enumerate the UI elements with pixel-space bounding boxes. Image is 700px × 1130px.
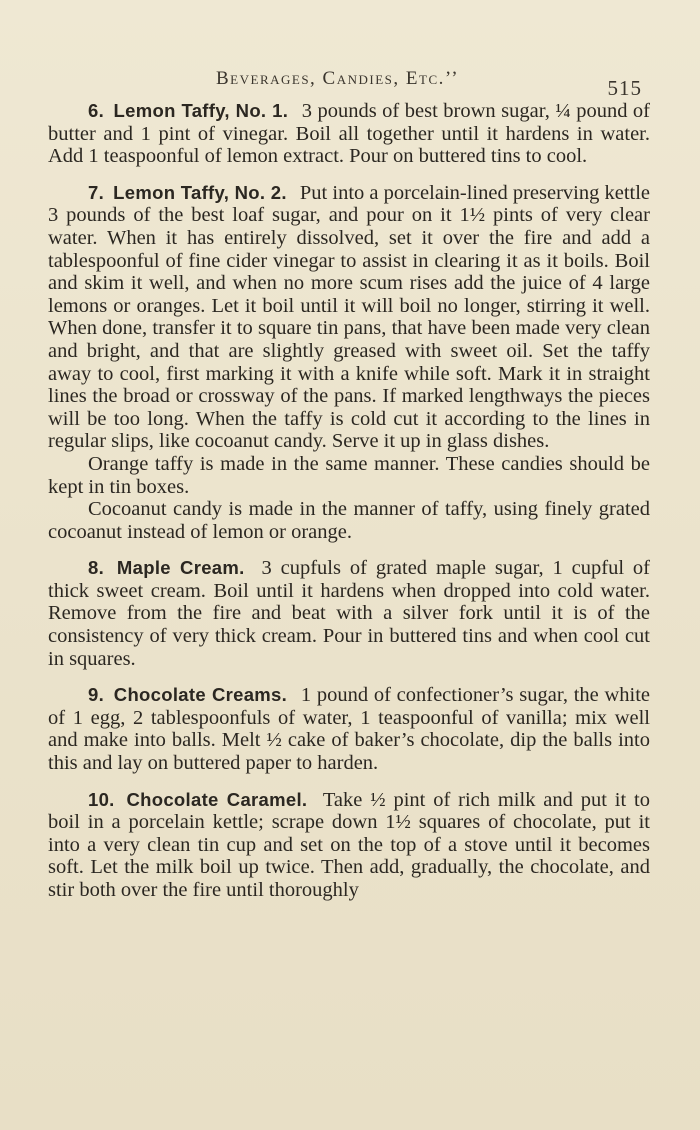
page-number: 515 <box>607 76 642 100</box>
page-content <box>48 100 650 916</box>
recipe-title: Lemon Taffy, No. 1. <box>113 100 289 121</box>
recipe-body: 1 pound of confectioner’s sugar, the white of 1 egg, 2 tablespoonfuls of water, 1 teaspoonful of vanilla; mix well and make into balls. Melt ½ cake of baker’s chocolate, dip the balls into this and lay on buttered paper to harden. <box>48 684 651 775</box>
recipe-number: 7. <box>88 181 105 203</box>
recipe-10 <box>48 789 650 902</box>
recipe-7-note-cocoanut: Cocoanut candy is made in the manner of taffy, using finely grated cocoanut instead of lemon or orange. <box>48 498 650 543</box>
recipe-title: Lemon Taffy, No. 2. <box>113 181 287 203</box>
recipe-8 <box>48 557 650 670</box>
recipe-body: Put into a porcelain-lined preserving kettle 3 pounds of the best loaf sugar, and pour on it 1½ pints of very clear water. When it has entirely dissolved, set it over the fire and add a tablespoonful of fine cider vinegar to assist in clearing it as it boils. Boil and skim it well, and when no more scum rises add the juice of 4 large lemons or oranges. Let it boil until it will boil no longer, stirring it well. When done, transfer it to square tin pans, that have been made very clean and bright, and that are slightly greased with sweet oil. Set the taffy away to cool, first marking it with a knife while soft. Mark it in straight lines the broad or crossway of the pans. If marked lengthways the pieces will be too long. When the taffy is cold cut it according to the lines in regular slips, like cocoanut candy. Serve it up in glass dishes. <box>48 181 651 453</box>
recipe-number: 6. <box>88 100 105 121</box>
recipe-title: Chocolate Caramel. <box>126 788 308 810</box>
recipe-title: Maple Cream. <box>116 557 245 579</box>
recipe-9 <box>48 684 650 774</box>
running-head: Beverages, Candies, Etc.’’ <box>216 68 460 89</box>
recipe-body: 3 pounds of best brown sugar, ¼ pound of butter and 1 pint of vinegar. Boil all together until it hardens in water. Add 1 teaspoonful of lemon extract. Pour on buttered tins to cool. <box>48 100 651 168</box>
recipe-number: 8. <box>88 557 105 579</box>
recipe-number: 9. <box>88 684 105 706</box>
recipe-6 <box>48 100 650 168</box>
recipe-title: Chocolate Creams. <box>113 684 288 706</box>
page-header <box>48 68 642 98</box>
recipe-7-note-orange: Orange taffy is made in the same manner. These candies should be kept in tin boxes. <box>48 452 650 498</box>
recipe-7 <box>48 182 650 453</box>
recipe-body: Take ½ pint of rich milk and put it to boil in a porcelain kettle; scrape down 1½ squares of chocolate, put it into a very clean tin cup and set on the top of a stove until it becomes soft. Let the milk boil up twice. Then add, gradually, the chocolate, and stir both over the fire until thoroughly <box>48 788 650 901</box>
recipe-body: 3 cupfuls of grated maple sugar, 1 cupful of thick sweet cream. Boil until it hardens when dropped into cold water. Remove from the fire and beat with a silver fork until it is of the consistency of very thick cream. Pour in buttered tins and when cool cut in squares. <box>48 557 650 670</box>
recipe-number: 10. <box>88 788 115 810</box>
